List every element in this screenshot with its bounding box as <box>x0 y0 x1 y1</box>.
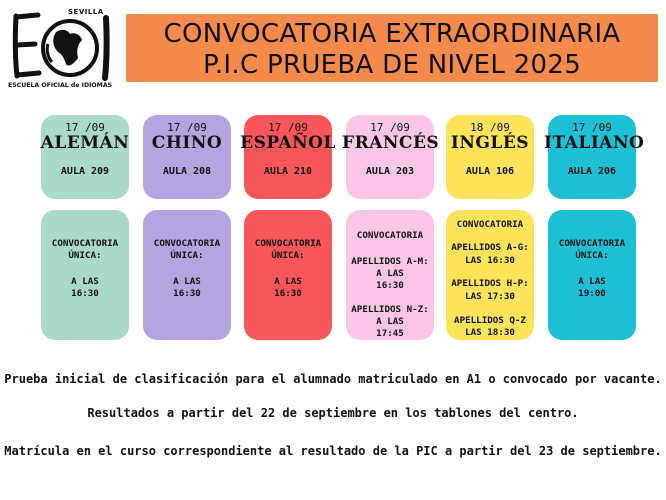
schedule-line: A LAS <box>173 276 201 287</box>
schedule-line: A LAS <box>71 276 99 287</box>
note-matricula: Matrícula en el curso correspondiente al resultado de la PIC a partir del 23 de septiembre. <box>4 444 662 458</box>
room-label: AULA 203 <box>365 166 415 177</box>
room-label: AULA 208 <box>162 166 212 177</box>
title-line-1: CONVOCATORIA EXTRAORDINARIA <box>163 19 621 49</box>
schedule-time: 16:30 <box>274 288 302 299</box>
room-label: AULA 210 <box>263 166 313 177</box>
language-card-chino <box>143 115 231 199</box>
schedule-time: LAS 18:30 <box>465 327 515 338</box>
language-name: FRANCÉS <box>342 133 440 153</box>
title-banner <box>126 14 658 82</box>
logo-city: SEVILLA <box>68 8 104 16</box>
schedule-time: 19:00 <box>578 288 606 299</box>
language-card-aleman <box>41 115 129 199</box>
eoi-logo-mark <box>8 6 120 86</box>
title-line-2: P.I.C PRUEBA DE NIVEL 2025 <box>202 50 582 80</box>
schedule-time: LAS 17:30 <box>465 291 515 302</box>
schedule-line: APELLIDOS Q-Z <box>454 315 526 326</box>
schedule-line: A LAS <box>274 276 302 287</box>
schedule-line: ÚNICA: <box>68 250 102 261</box>
note-resultados: Resultados a partir del 22 de septiembre en los tablones del centro. <box>87 406 579 420</box>
schedule-line: CONVOCATORIA <box>456 219 524 230</box>
schedule-line: A LAS <box>578 276 606 287</box>
room-label: AULA 106 <box>465 166 515 177</box>
exam-date: 17 /09 <box>572 121 612 134</box>
exam-date: 17 /09 <box>268 121 308 134</box>
schedule-card-espanol <box>244 210 332 340</box>
schedule-line: CONVOCATORIA <box>558 238 626 249</box>
schedule-line: CONVOCATORIA <box>356 230 424 241</box>
schedule-line: APELLIDOS N-Z: <box>351 304 429 315</box>
language-card-frances <box>342 115 440 199</box>
schedule-line: CONVOCATORIA <box>153 238 221 249</box>
schedule-card-italiano <box>548 210 636 340</box>
exam-date: 17 /09 <box>370 121 410 134</box>
schedule-time: 17:45 <box>376 328 404 339</box>
schedule-line: ÚNICA: <box>170 250 204 261</box>
language-name: ALEMÁN <box>40 133 130 153</box>
schedule-line: CONVOCATORIA <box>51 238 119 249</box>
schedule-line: APELLIDOS A-G: <box>451 242 529 253</box>
exam-date: 17 /09 <box>167 121 207 134</box>
schedule-line: APELLIDOS H-P: <box>451 278 529 289</box>
schedule-line: A LAS <box>376 268 404 279</box>
schedule-card-aleman <box>41 210 129 340</box>
schedule-card-frances <box>346 210 434 340</box>
room-label: AULA 206 <box>567 166 617 177</box>
schedule-card-chino <box>143 210 231 340</box>
schedule-line: A LAS <box>376 316 404 327</box>
language-name: ITALIANO <box>544 133 645 153</box>
eoi-logo <box>8 6 120 92</box>
exam-date: 17 /09 <box>65 121 105 134</box>
schedule-line: CONVOCATORIA <box>254 238 322 249</box>
schedule-time: 16:30 <box>173 288 201 299</box>
schedule-time: LAS 16:30 <box>465 255 515 266</box>
schedule-line: ÚNICA: <box>271 250 305 261</box>
schedule-time: 16:30 <box>376 280 404 291</box>
exam-date: 18 /09 <box>470 121 510 134</box>
language-name: CHINO <box>151 133 223 153</box>
schedule-line: ÚNICA: <box>575 250 609 261</box>
language-name: INGLÉS <box>450 133 530 153</box>
language-card-ingles <box>446 115 534 199</box>
schedule-card-ingles <box>446 210 534 340</box>
language-name: ESPAÑOL <box>240 133 336 153</box>
language-card-italiano <box>544 115 645 199</box>
note-clasificacion: Prueba inicial de clasificación para el alumnado matriculado en A1 o convocado por vacante. <box>4 372 662 386</box>
schedule-line: APELLIDOS A-M: <box>351 256 429 267</box>
language-card-espanol <box>240 115 336 199</box>
room-label: AULA 209 <box>60 166 110 177</box>
schedule-time: 16:30 <box>71 288 99 299</box>
logo-school-name: ESCUELA OFICIAL de IDIOMAS <box>8 82 113 89</box>
